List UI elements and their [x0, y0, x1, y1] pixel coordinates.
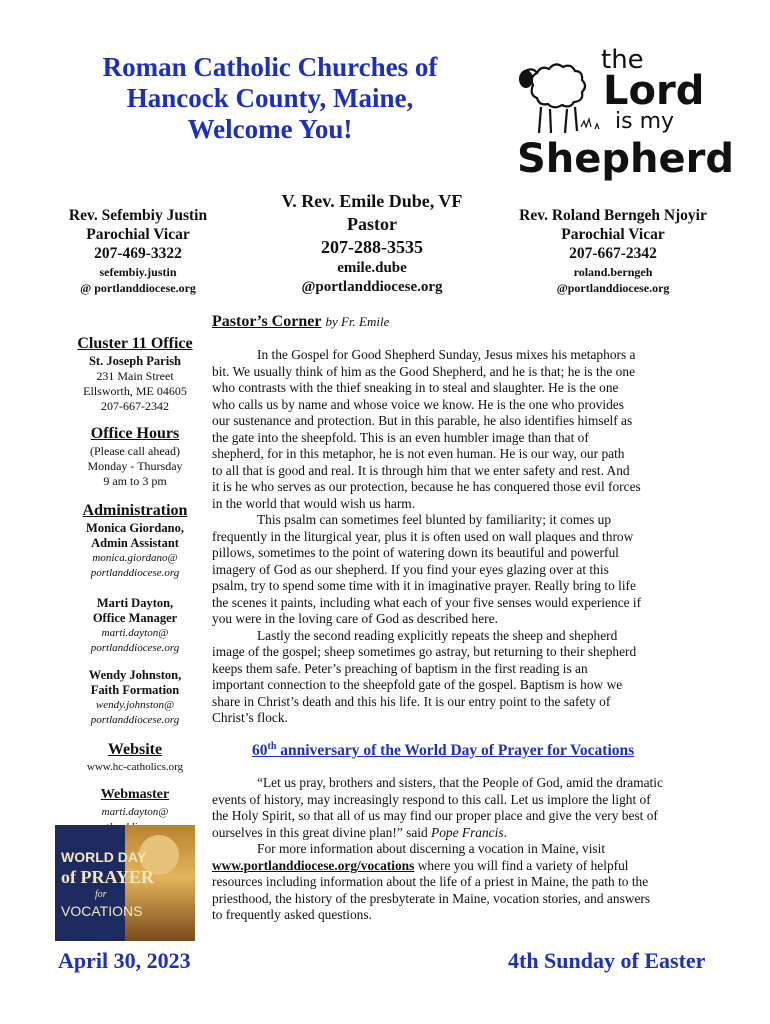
article-line: In the Gospel for Good Shepherd Sunday, Jesus mixes his metaphors a [257, 347, 636, 362]
article-line: the scenes it paints, including what each of your five senses would experience if [212, 594, 642, 610]
clergy-name: Rev. Roland Berngeh Njoyir [519, 207, 707, 224]
website-heading: Website [107, 741, 163, 758]
wdpv-line: of PRAYER [61, 867, 154, 887]
staff-email[interactable]: portlanddiocese.org [90, 567, 180, 579]
vocations-line: priesthood, the history of the presbyterate in Maine, vocation stories, and answers [212, 890, 651, 906]
article-body [212, 347, 702, 727]
article-line: our sustenance and protection. But in this parable, he also identifies himself as [212, 413, 633, 428]
title-line: Welcome You! [187, 114, 353, 144]
vocations-line: the Holy Spirit, so that all of us may find our proper place and give the very best of [212, 808, 658, 823]
pastor-email: emile.dube [337, 260, 407, 276]
parish-name: St. Joseph Parish [88, 354, 182, 368]
article-line: to all that is good and real. It is through him that we enter safety and rest. And [212, 462, 630, 478]
staff-entry [50, 668, 220, 728]
title-line: Hancock County, Maine, [126, 83, 414, 113]
logo-word: Shepherd [517, 136, 735, 182]
hours-heading: Office Hours [90, 425, 180, 442]
staff-entry [50, 596, 220, 656]
staff-name: Wendy Johnston, [88, 668, 182, 682]
admin-heading: Administration [82, 502, 188, 519]
clergy-email: roland.berngeh [573, 265, 653, 279]
hours-line: Monday - Thursday [87, 459, 183, 473]
website-link[interactable]: www.hc-catholics.org [86, 761, 184, 773]
article-line: image of the gospel; sheep sometimes go astray, but returning to their shepherd [212, 644, 637, 659]
staff-title: Admin Assistant [91, 536, 179, 550]
sidebar [50, 334, 220, 835]
hours-line: (Please call ahead) [90, 444, 180, 458]
vocations-line: For more information about discerning a vocation in Maine, visit [257, 841, 606, 856]
logo-word: is my [615, 109, 675, 134]
pastor-name: V. Rev. Emile Dube, VF [281, 191, 463, 211]
clergy-email: @portlanddiocese.org [556, 281, 670, 295]
webmaster-heading: Webmaster [100, 787, 170, 802]
title-line: Roman Catholic Churches of [102, 52, 438, 82]
staff-email[interactable]: marti.dayton@ [101, 627, 169, 639]
wdpv-line: WORLD DAY [61, 849, 147, 865]
article-line: shepherd, for in this metaphor, he is not even human. He is our way, our path [212, 446, 625, 461]
article-line: Lastly the second reading explicitly repeats the sheep and shepherd [257, 627, 618, 643]
bulletin-date: April 30, 2023 [58, 948, 191, 973]
article-paragraph [212, 512, 702, 628]
page-title [40, 52, 500, 145]
article-line: important connection to the sheepfold gate of the gospel. Baptism is how we [212, 677, 623, 692]
webmaster-email[interactable]: marti.dayton@ [101, 806, 169, 818]
address-line: Ellsworth, ME 04605 [83, 384, 187, 398]
staff-email[interactable]: portlanddiocese.org [90, 714, 180, 726]
vocations-line: ourselves in this great divine plan!” said [212, 824, 432, 840]
clergy-left [48, 206, 228, 296]
article-line: This psalm can sometimes feel blunted by familiarity; it comes up [257, 512, 612, 527]
clergy-pastor [262, 190, 482, 297]
quote-end: . [503, 824, 507, 840]
vocations-line: where you will find a variety of helpful [414, 857, 629, 873]
vocations-heading-text: anniversary of the World Day of Prayer for Vocations [276, 742, 635, 760]
article-line: you were in the loving care of God as described here. [212, 611, 498, 626]
vocations-line: events of history, may increasingly respond to this call. Let us implore the light of [212, 791, 651, 807]
lord-is-my-shepherd-logo [515, 45, 735, 195]
staff-name: Marti Dayton, [96, 596, 174, 610]
article-line: keeps them safe. Peter’s preaching of baptism in the first reading is an [212, 660, 588, 676]
article-line: imagery of God as our shepherd. If you find your eyes glazing over at this [212, 561, 609, 577]
article-line: Christ’s flock. [212, 710, 288, 725]
logo-word: Lord [603, 68, 705, 114]
wdpv-line: VOCATIONS [61, 903, 143, 919]
article-line: psalm, try to spend some time with it in imaginative prayer. Really bring to life [212, 578, 636, 593]
vocations-body [212, 775, 712, 924]
quote-author: Pope Francis [431, 824, 504, 840]
staff-email[interactable]: wendy.johnston@ [95, 699, 175, 711]
article-title: Pastor’s Corner [212, 313, 322, 330]
office-phone: 207-667-2342 [101, 399, 169, 413]
article-heading [212, 313, 389, 331]
liturgical-sunday: 4th Sunday of Easter [508, 948, 706, 973]
clergy-email: @ portlanddiocese.org [80, 281, 196, 295]
article-line: bit. We usually think of him as the Good Shepherd, and he is that; he is the one [212, 363, 636, 379]
world-day-of-prayer-image [55, 825, 195, 941]
pastor-phone: 207-288-3535 [321, 237, 423, 257]
staff-title: Faith Formation [90, 683, 180, 697]
article-line: pillows, sometimes to the point of watering down its beautiful and powerful [212, 545, 619, 560]
hours-line: 9 am to 3 pm [103, 474, 167, 488]
vocations-line: resources including information about the life of a priest in Maine, the path to the [212, 874, 649, 889]
vocations-heading [252, 741, 634, 760]
staff-email[interactable]: monica.giordano@ [92, 552, 178, 564]
article-line: it is he who serves as our protection, because he has conquered those evil forces [212, 479, 641, 494]
pastor-email: @portlanddiocese.org [301, 279, 443, 295]
clergy-right [498, 206, 728, 296]
article-paragraph [212, 628, 702, 727]
address-line: 231 Main Street [96, 369, 174, 383]
clergy-phone: 207-667-2342 [569, 245, 657, 262]
vocations-link[interactable]: www.portlanddiocese.org/vocations [212, 857, 415, 873]
clergy-phone: 207-469-3322 [94, 245, 182, 262]
vocations-heading-suffix: th [267, 741, 277, 752]
vocations-line: to frequently asked questions. [212, 907, 372, 922]
staff-title: Office Manager [92, 611, 178, 625]
staff-entry [50, 521, 220, 581]
logo-word: the [601, 45, 644, 75]
article-line: who calls us by name and whose voice we know. He is the one who provides [212, 396, 624, 412]
article-paragraph [212, 347, 702, 512]
article-line: in the world that would wish us harm. [212, 495, 416, 511]
article-line: frequently in the liturgical year, plus it is often used on wall plaques and throw [212, 528, 634, 544]
pastor-role: Pastor [347, 214, 397, 234]
wdpv-line: for [95, 889, 107, 900]
cluster-heading: Cluster 11 Office [77, 335, 193, 352]
article-line: who contrasts with the thief sneaking in to steal and slaughter. He is the one [212, 380, 619, 395]
article-line: share in Christ’s death and this his life. It is our entry point to the safety of [212, 693, 611, 709]
staff-name: Monica Giordano, [86, 521, 184, 535]
vocations-heading-number: 60 [252, 742, 268, 760]
clergy-role: Parochial Vicar [86, 226, 190, 243]
article-line: the gate into the sheepfold. This is an even humbler image than that of [212, 429, 589, 445]
staff-email[interactable]: portlanddiocese.org [90, 642, 180, 654]
vocations-line: “Let us pray, brothers and sisters, that the People of God, amid the dramatic [257, 775, 663, 790]
article-byline: by Fr. Emile [325, 314, 390, 329]
clergy-role: Parochial Vicar [561, 226, 665, 243]
clergy-email: sefembiy.justin [99, 265, 177, 279]
clergy-name: Rev. Sefembiy Justin [68, 207, 208, 224]
